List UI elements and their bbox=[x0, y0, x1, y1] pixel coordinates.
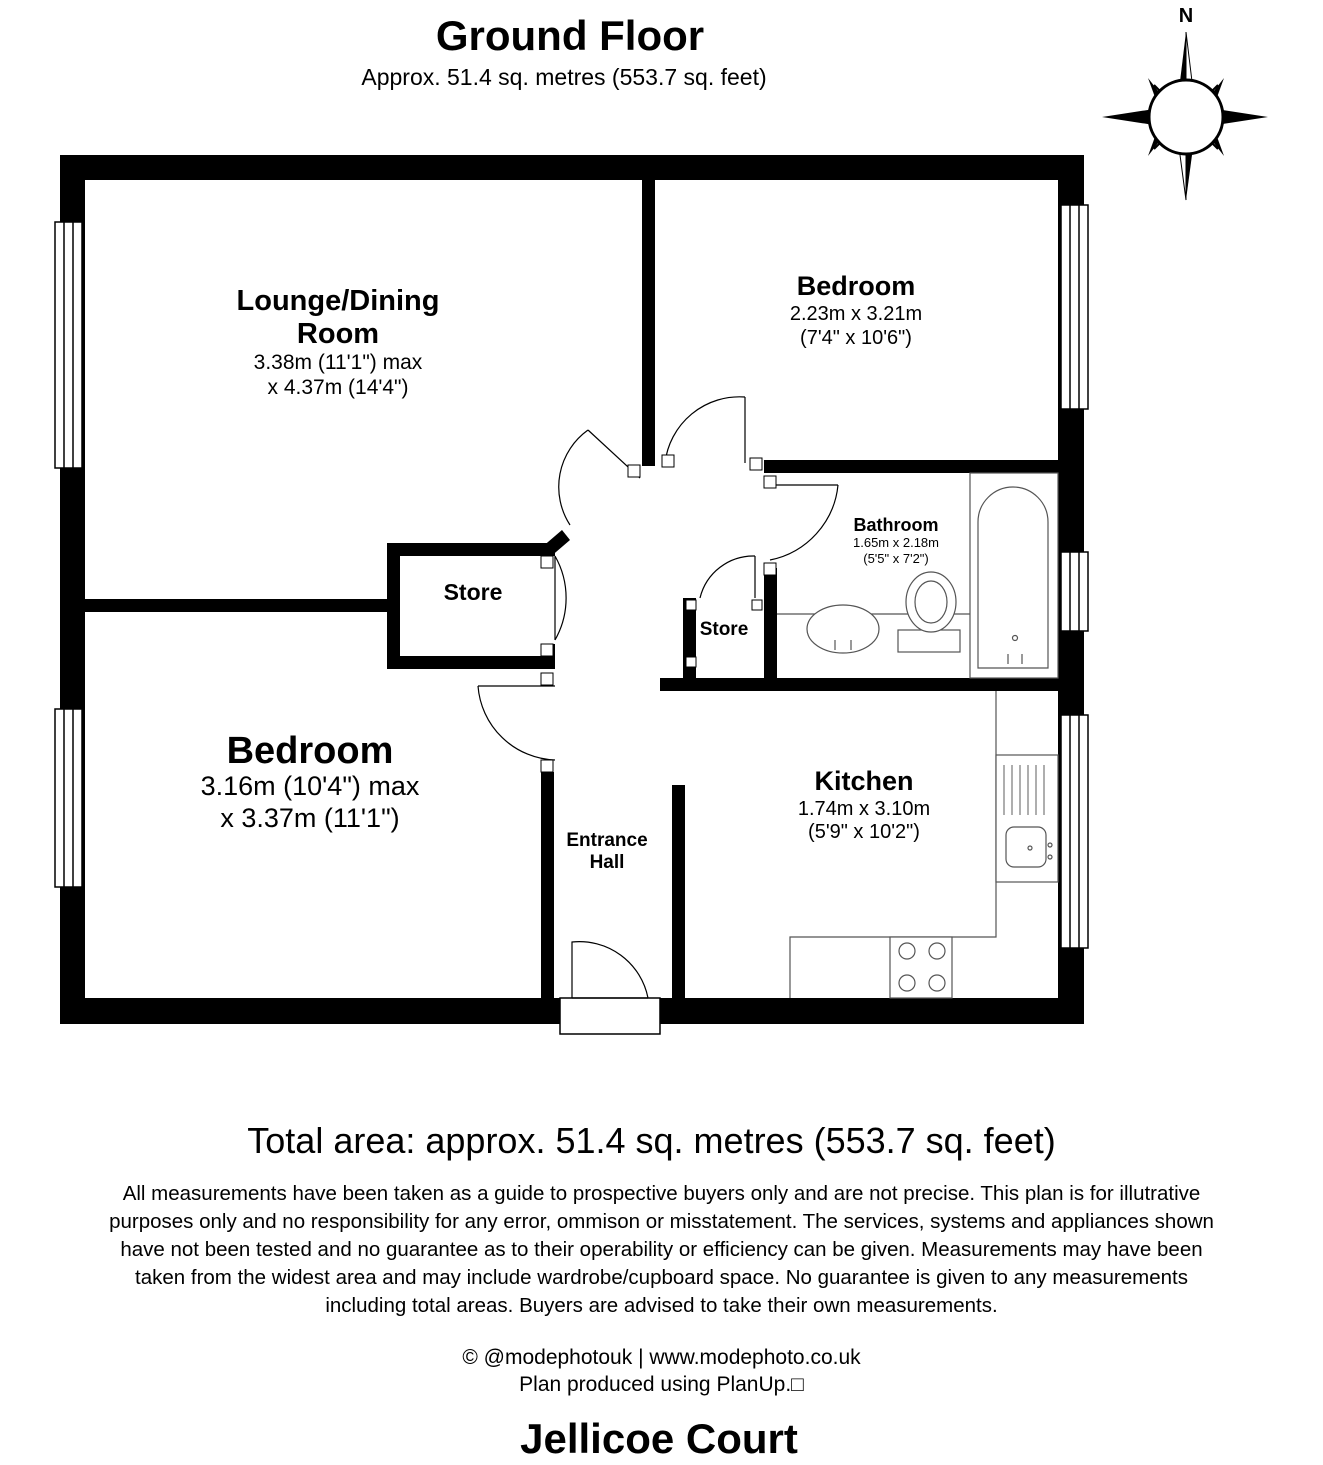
property-name: Jellicoe Court bbox=[520, 1415, 798, 1462]
lounge-name-line2: Room bbox=[296, 318, 380, 350]
store-right-name: Store bbox=[699, 619, 749, 640]
kitchen-dim-line1: 1.74m x 3.10m bbox=[797, 798, 931, 820]
disclaimer-line: purposes only and no responsibility for any error, ommison or misstatement. The services, systems and appliances shown bbox=[109, 1210, 1214, 1233]
entrance-name-line1: Entrance bbox=[566, 830, 648, 851]
total-area: Total area: approx. 51.4 sq. metres (553.7 sq. feet) bbox=[247, 1120, 1056, 1161]
bedroom-large-name: Bedroom bbox=[226, 730, 394, 772]
kitchen-fixtures bbox=[790, 691, 1058, 998]
kitchen-name: Kitchen bbox=[814, 766, 914, 796]
bathroom-name: Bathroom bbox=[853, 515, 939, 535]
floor-title: Ground Floor bbox=[435, 12, 705, 59]
bedroom-small-dim-line2: (7'4" x 10'6") bbox=[800, 327, 912, 349]
compass-north-label: N bbox=[1178, 5, 1194, 27]
bedroom-large-dim-line1: 3.16m (10'4") max bbox=[200, 771, 420, 801]
produced-by-line: Plan produced using PlanUp.□ bbox=[519, 1373, 804, 1396]
disclaimer-line: All measurements have been taken as a guide to prospective buyers only and are not precise. This plan is for illutrative bbox=[122, 1182, 1201, 1205]
credit-line: © @modephotouk | www.modephoto.co.uk bbox=[462, 1346, 861, 1369]
kitchen-dim-line2: (5'9" x 10'2") bbox=[808, 821, 920, 843]
doors bbox=[478, 397, 838, 998]
bathroom-dim-line1: 1.65m x 2.18m bbox=[853, 535, 939, 550]
door-jambs bbox=[541, 455, 776, 772]
disclaimer-line: taken from the widest area and may include wardrobe/cupboard space. No guarantee is given to any measurements bbox=[135, 1266, 1188, 1289]
lounge-dim-line2: x 4.37m (14'4") bbox=[267, 376, 409, 399]
entrance-name-line2: Hall bbox=[589, 852, 625, 873]
store-left-name: Store bbox=[443, 579, 503, 605]
compass-rose-icon bbox=[1102, 5, 1268, 200]
bedroom-small-name: Bedroom bbox=[796, 271, 916, 301]
floor-area-subtitle: Approx. 51.4 sq. metres (553.7 sq. feet) bbox=[361, 64, 767, 90]
bedroom-large-dim-line2: x 3.37m (11'1") bbox=[220, 803, 400, 833]
lounge-name-line1: Lounge/Dining bbox=[236, 285, 440, 317]
disclaimer-line: including total areas. Buyers are advised to take their own measurements. bbox=[325, 1294, 998, 1317]
bathroom-fixtures bbox=[777, 473, 1058, 678]
bathroom-dim-line2: (5'5" x 7'2") bbox=[863, 551, 929, 566]
lounge-dim-line1: 3.38m (11'1") max bbox=[253, 351, 423, 374]
bedroom-small-dim-line1: 2.23m x 3.21m bbox=[789, 303, 923, 325]
disclaimer-line: have not been tested and no guarantee as to their operability or efficiency can be given. Measurements may have been bbox=[120, 1238, 1203, 1261]
disclaimer bbox=[0, 1180, 1323, 1320]
